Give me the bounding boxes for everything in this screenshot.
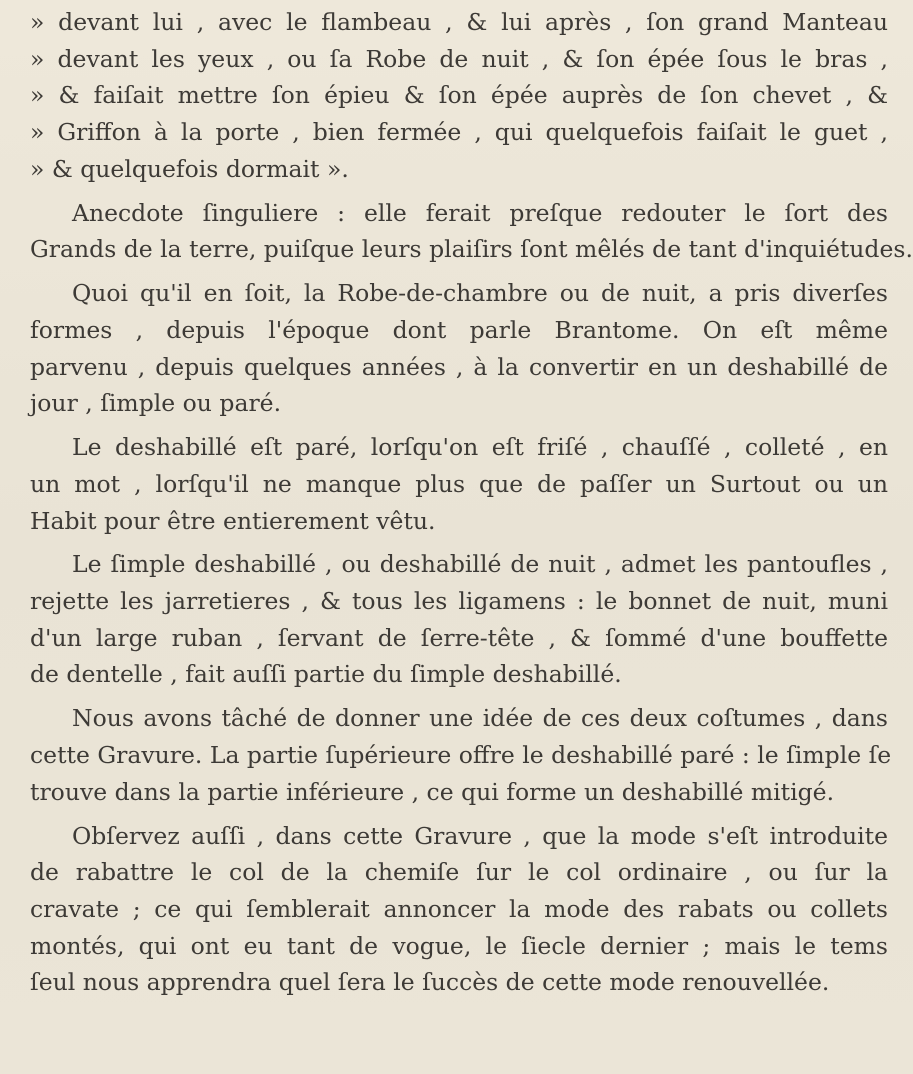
text-line: cravate ; ce qui ſemblerait annoncer la mode des rabats ou collets xyxy=(30,894,888,923)
text-line: trouve dans la partie inférieure , ce qui forme un deshabillé mitigé. xyxy=(30,777,835,806)
paragraph-simple-deshabille xyxy=(30,546,888,693)
text-line: Quoi qu'il en ſoit, la Robe-de-chambre ou de nuit, a pris diverſes xyxy=(72,279,888,308)
paragraph-observez xyxy=(30,818,888,1001)
text-line: Habit pour être entierement vêtu. xyxy=(30,506,436,535)
text-line: cette Gravure. La partie ſupérieure offre le deshabillé paré : le ſimple ſe xyxy=(30,741,892,769)
text-line: Le deshabillé eſt paré, lorſqu'on eſt friſé , chauſſé , colleté , en xyxy=(72,433,888,462)
text-line: rejette les jarretieres , & tous les ligamens : le bonnet de nuit, muni xyxy=(30,587,888,616)
text-line: ſeul nous apprendra quel ſera le ſuccès de cette mode renouvellée. xyxy=(30,968,830,997)
text-line: » Griffon à la porte , bien fermée , qui quelquefois faiſait le guet , xyxy=(30,118,888,147)
text-line: formes , depuis l'époque dont parle Brantome. On eſt même xyxy=(30,315,888,344)
paragraph-anecdote xyxy=(30,195,913,268)
text-line: Nous avons tâché de donner une idée de ces deux coſtumes , dans xyxy=(72,704,888,733)
text-line: un mot , lorſqu'il ne manque plus que de paſſer un Surtout ou un xyxy=(30,469,888,498)
text-line: » & faiſait mettre ſon épieu & ſon épée auprès de ſon chevet , & xyxy=(30,81,888,110)
text-line: Anecdote ſinguliere : elle ferait preſque redouter le ſort des xyxy=(72,198,888,227)
text-line: montés, qui ont eu tant de vogue, le ſiecle dernier ; mais le tems xyxy=(30,931,888,960)
paragraph-quotation-continuation xyxy=(30,4,888,187)
text-line: Grands de la terre, puiſque leurs plaiſirs ſont mêlés de tant d'inquiétudes. xyxy=(30,235,913,264)
page-text xyxy=(30,4,913,1001)
text-line: jour , ſimple ou paré. xyxy=(30,389,282,418)
paragraph-gap xyxy=(30,187,888,194)
text-line: » & quelquefois dormait ». xyxy=(30,154,349,183)
text-line: Obſervez auſſi , dans cette Gravure , que la mode s'eſt introduite xyxy=(72,821,888,850)
paragraph-gap xyxy=(30,693,888,700)
text-line: parvenu , depuis quelques années , à la convertir en un deshabillé de xyxy=(30,352,888,381)
paragraph-deshabille-pare xyxy=(30,429,888,539)
paragraph-gap xyxy=(30,810,888,817)
paragraph-gap xyxy=(30,422,888,429)
text-line: » devant les yeux , ou ſa Robe de nuit , & ſon épée ſous le bras , xyxy=(30,44,888,73)
text-line: Le ſimple deshabillé , ou deshabillé de nuit , admet les pantoufles , xyxy=(72,550,888,579)
text-line: de rabattre le col de la chemiſe ſur le col ordinaire , ou ſur la xyxy=(30,858,888,887)
text-line: » devant lui , avec le flambeau , & lui après , ſon grand Manteau xyxy=(30,8,888,36)
text-line: d'un large ruban , ſervant de ſerre-tête , & ſommé d'une bouffette xyxy=(30,623,888,652)
paragraph-gap xyxy=(30,539,888,546)
paragraph-gravure xyxy=(30,700,892,810)
text-line: de dentelle , fait auſſi partie du ſimple deshabillé. xyxy=(30,660,622,689)
paragraph-robe-de-chambre xyxy=(30,275,888,422)
paragraph-gap xyxy=(30,268,888,275)
